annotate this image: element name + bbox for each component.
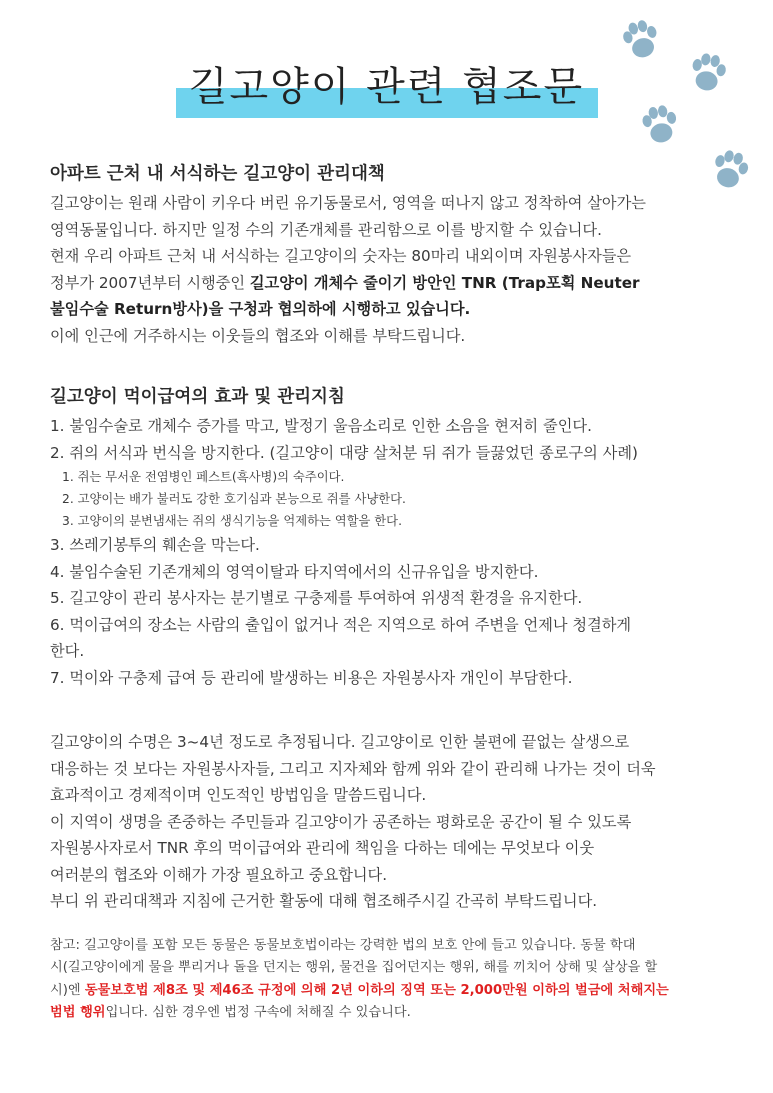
paragraph-line: 현재 우리 아파트 근처 내 서식하는 길고양이의 숫자는 80마리 내외이며 자원봉사자들은 bbox=[50, 247, 632, 265]
list-item: 6. 먹이급여의 장소는 사람의 출입이 없거나 적은 지역으로 하여 주변을 언제나 청결하게 bbox=[50, 615, 632, 634]
text-normal: 정부가 2007년부터 시행중인 bbox=[50, 273, 250, 292]
list-item: 1. 불임수술로 개체수 증가를 막고, 발정기 울음소리로 인한 소음을 현저히 줄인다. bbox=[50, 417, 592, 435]
paragraph-line: 여러분의 협조와 이해가 가장 필요하고 중요합니다. bbox=[50, 865, 388, 884]
paragraph-line: 효과적이고 경제적이며 인도적인 방법임을 말씀드립니다. bbox=[50, 786, 427, 804]
warning-text: 동물보호법 제8조 및 제46조 규정에 의해 2년 이하의 징역 또는 2,000만원 이하의 벌금에 처해지는 bbox=[84, 982, 669, 998]
document-body bbox=[50, 160, 730, 1025]
list-item: 3. 쓰레기봉투의 훼손을 막는다. bbox=[50, 536, 260, 554]
sub-list-item: 3. 고양이의 분변냄새는 쥐의 생식기능을 억제하는 역할을 한다. bbox=[62, 514, 402, 528]
paragraph-line bbox=[50, 270, 730, 297]
sub-list-item: 1. 쥐는 무서운 전염병인 페스트(흑사병)의 숙주이다. bbox=[62, 470, 345, 484]
title-area bbox=[0, 58, 773, 116]
sub-list-item: 2. 고양이는 배가 불러도 강한 호기심과 본능으로 쥐를 사냥한다. bbox=[62, 492, 406, 506]
text-normal: 입니다. 심한 경우엔 법정 구속에 처해질 수 있습니다. bbox=[105, 1005, 411, 1020]
paragraph-line: 길고양이는 원래 사람이 키우다 버린 유기동물로서, 영역을 떠나지 않고 정착하여 살아가는 bbox=[50, 194, 646, 212]
paragraph-line: 자원봉사자로서 TNR 후의 먹이급여와 관리에 책임을 다하는 데에는 무엇보다 이웃 bbox=[50, 839, 595, 857]
legal-note bbox=[50, 935, 730, 1025]
text-bold: 불임수술 Return방사)을 구청과 협의하에 시행하고 있습니다. bbox=[50, 300, 471, 318]
section-heading: 아파트 근처 내 서식하는 길고양이 관리대책 bbox=[50, 164, 385, 184]
paragraph-line: 이에 인근에 거주하시는 이웃들의 협조와 이해를 부탁드립니다. bbox=[50, 326, 466, 345]
warning-text: 범법 행위 bbox=[50, 1005, 106, 1020]
paragraph-line: 영역동물입니다. 하지만 일정 수의 기존개체를 관리함으로 이를 방지할 수 있습니다. bbox=[50, 220, 602, 239]
paragraph-line bbox=[50, 296, 730, 323]
note-line: 참고: 길고양이를 포함 모든 동물은 동물보호법이라는 강력한 법의 보호 안에 들고 있습니다. 동물 학대 bbox=[50, 937, 636, 953]
section-feeding-guidelines bbox=[50, 383, 730, 691]
list-item: 5. 길고양이 관리 봉사자는 분기별로 구충제를 투여하여 위생적 환경을 유지한다. bbox=[50, 589, 583, 607]
section-management-plan bbox=[50, 160, 730, 349]
text-bold: 길고양이 개체수 줄이기 방안인 TNR (Trap포획 Neuter bbox=[249, 273, 640, 292]
section-conclusion bbox=[50, 729, 730, 915]
paragraph-line: 길고양이의 수명은 3~4년 정도로 추정됩니다. 길고양이로 인한 불편에 끝없는 살생으로 bbox=[50, 733, 630, 751]
list-item: 7. 먹이와 구충제 급여 등 관리에 발생하는 비용은 자원봉사자 개인이 부담한다. bbox=[50, 668, 573, 687]
list-item: 4. 불임수술된 기존개체의 영역이탈과 타지역에서의 신규유입을 방지한다. bbox=[50, 562, 539, 581]
paragraph-line: 대응하는 것 보다는 자원봉사자들, 그리고 지자체와 함께 위와 같이 관리해 나가는 것이 더욱 bbox=[50, 759, 656, 778]
page-title: 길고양이 관련 협조문 bbox=[188, 64, 585, 110]
note-line bbox=[50, 1002, 730, 1025]
paragraph-line: 이 지역이 생명을 존중하는 주민들과 길고양이가 공존하는 평화로운 공간이 될 수 있도록 bbox=[50, 812, 632, 831]
section-heading: 길고양이 먹이급여의 효과 및 관리지침 bbox=[50, 387, 345, 407]
note-line: 시(길고양이에게 물을 뿌리거나 돌을 던지는 행위, 물건을 집어던지는 행위, 해를 끼치어 상해 및 살상을 할 bbox=[50, 960, 658, 975]
text-normal: 시)엔 bbox=[50, 982, 85, 998]
paw-icon bbox=[620, 17, 662, 61]
list-item: 2. 쥐의 서식과 번식을 방지한다. (길고양이 대량 살처분 뒤 쥐가 들끓었던 종로구의 사례) bbox=[50, 443, 638, 462]
paragraph-line: 부디 위 관리대책과 지침에 근거한 활동에 대해 협조해주시길 간곡히 부탁드립니다. bbox=[50, 892, 598, 910]
note-line bbox=[50, 980, 730, 1003]
list-item: 한다. bbox=[50, 642, 85, 660]
